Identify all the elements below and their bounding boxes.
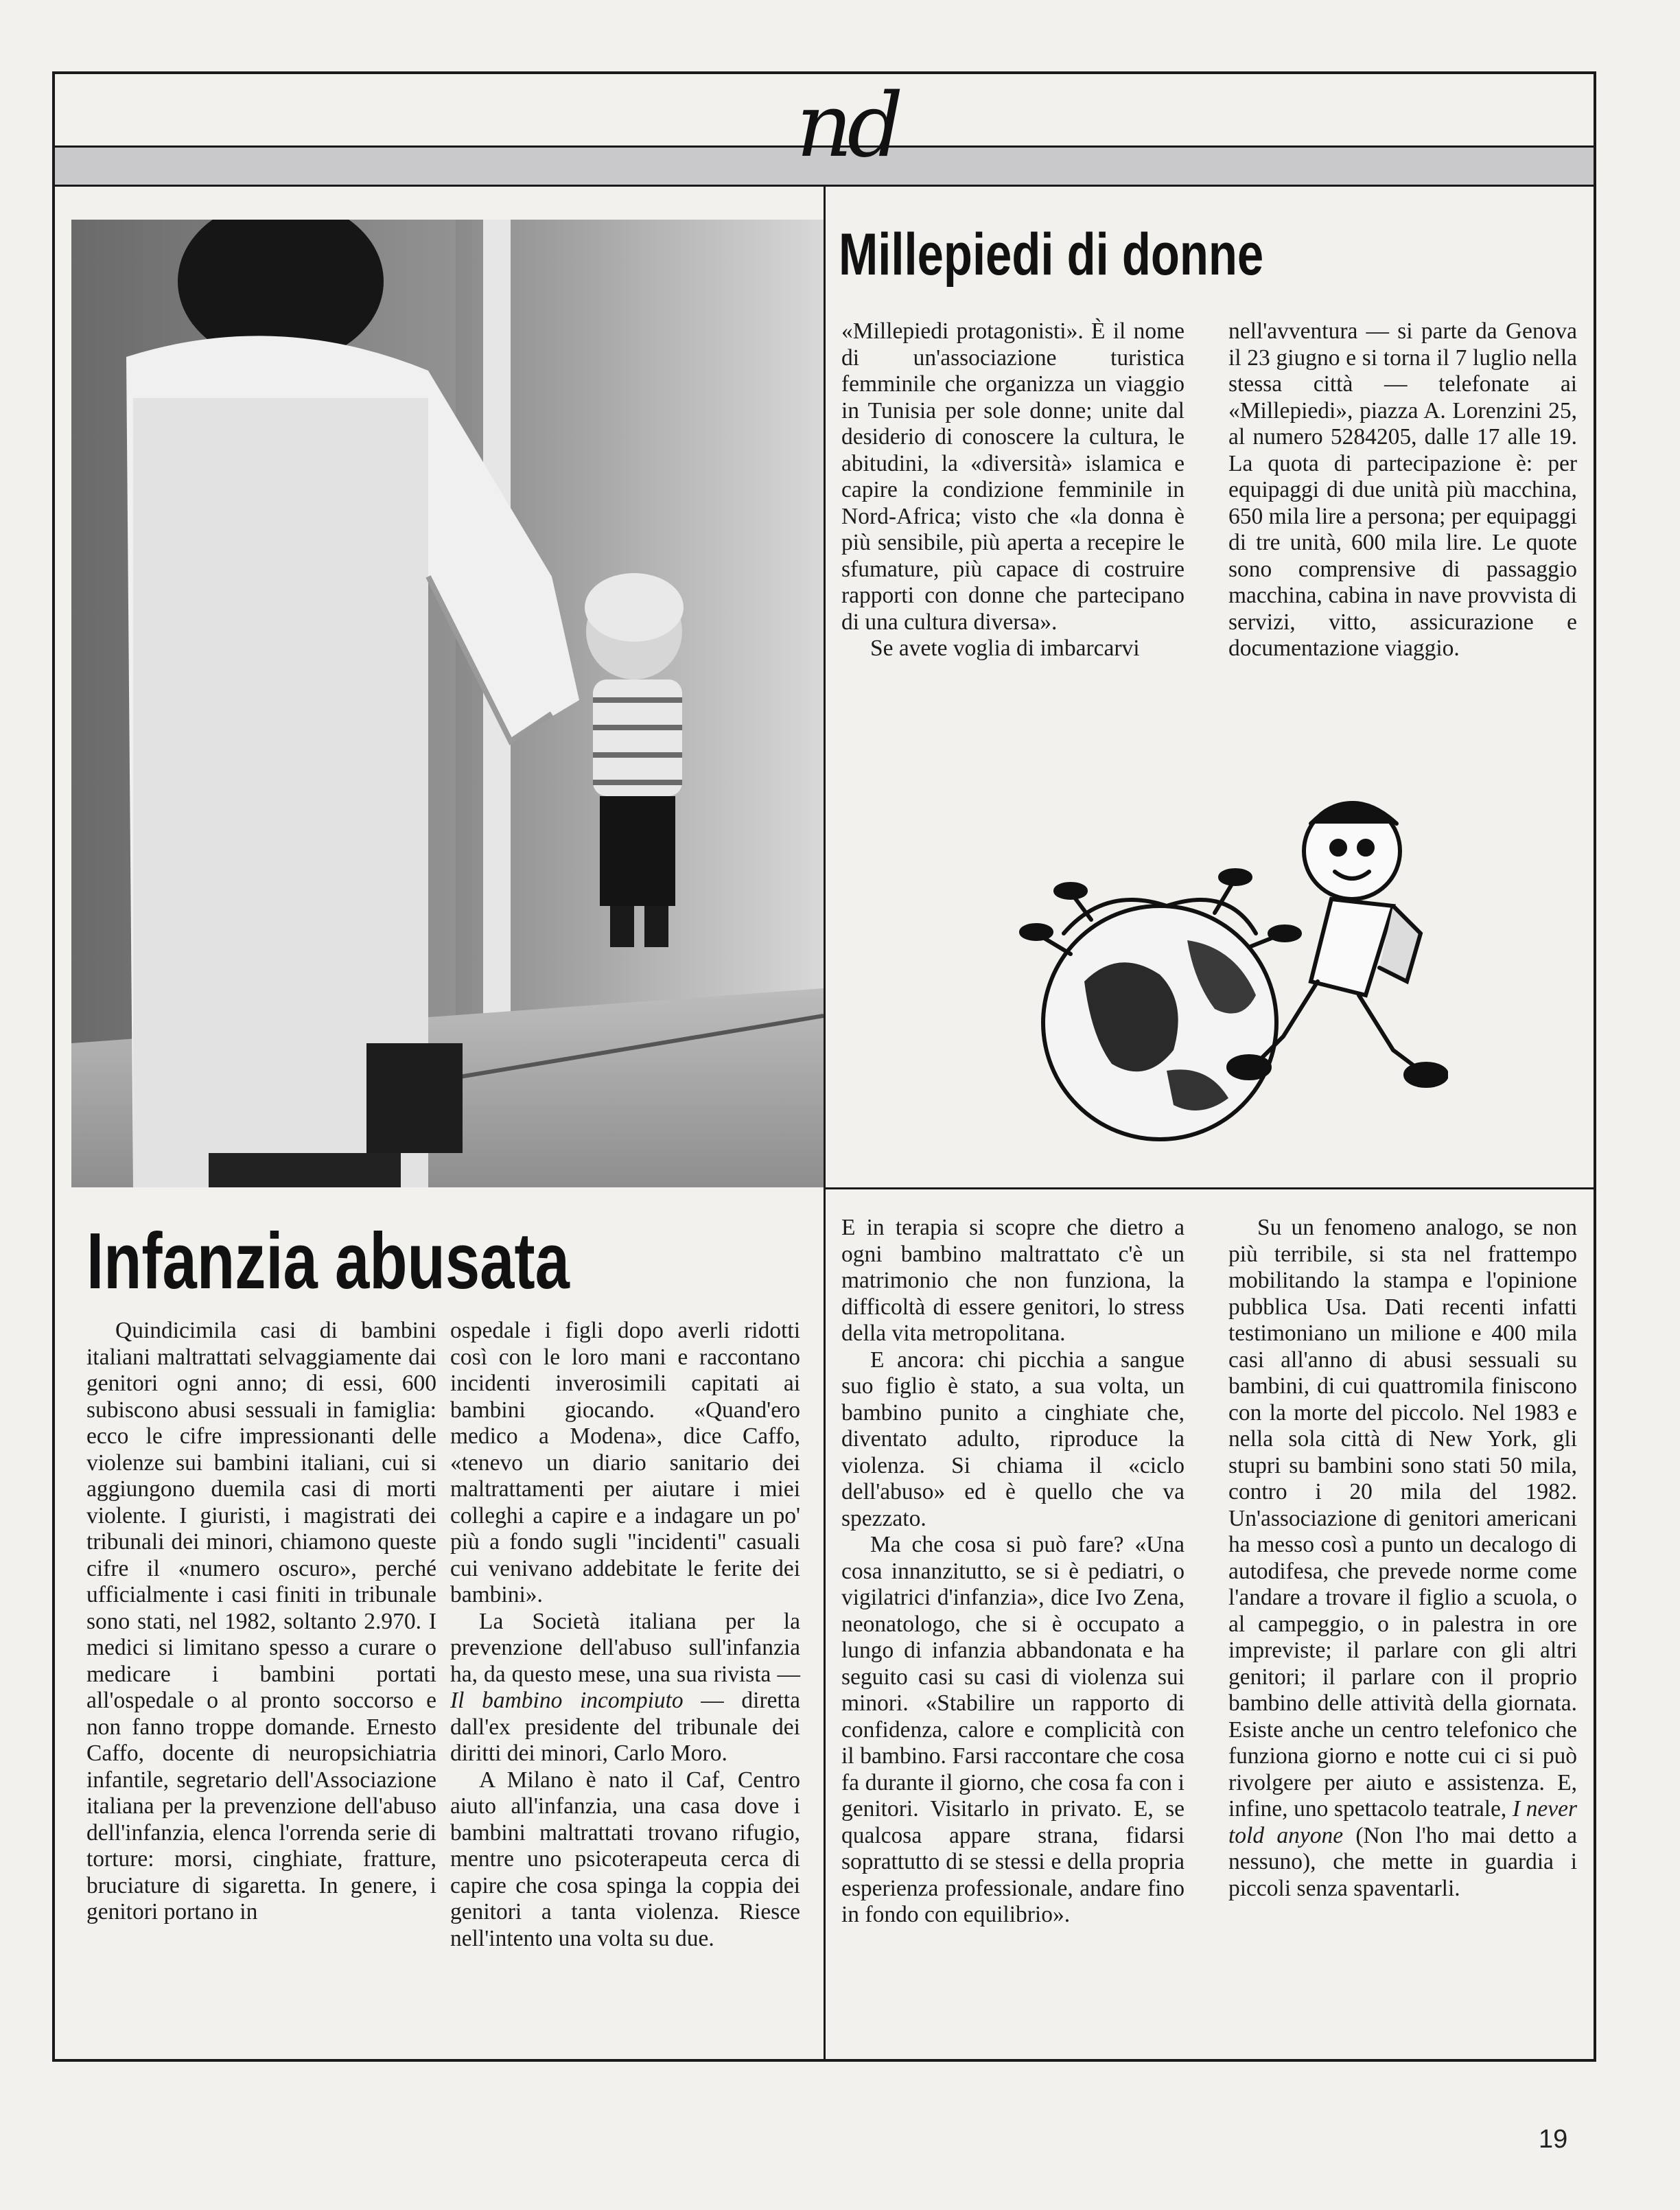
paragraph: A Milano è nato il Caf, Centro aiuto all'infanzia, una casa dove i bambini maltrattati trovano rifugio, mentre uno psicoterapeuta cerca di capire che cosa spinga la coppia dei genitori a tanta violenza. Riesce nell'intento una volta su due. (450, 1767, 800, 1951)
paragraph: Se avete voglia di imbarcarvi (870, 636, 1140, 661)
text-run: (Non l'ho mai detto a nessuno), che mette in guardia i piccoli senza spaventarli. (1228, 1822, 1578, 1901)
play-title-italic: I never told anyone (1228, 1796, 1577, 1848)
millepiedi-column-1 (841, 318, 1185, 662)
paragraph: «Millepiedi protagonisti». È il nome di un'associazione turistica femminile che organizza un viaggio in Tunisia per sole donne; unite dal desiderio di conoscere la cultura, le abitudini, la «diversità» islamica e capire la condizione femminile in Nord-Africa; visto che «la donna è più sensibile, più aperta a recepire le sfumature, più capace di costruire rapporti con donne che partecipano di una cultura diversa». (841, 318, 1185, 635)
infanzia-column-1 (86, 1318, 436, 1926)
millepiedi-column-2 (1228, 318, 1577, 662)
divider-horizontal-middle (824, 1187, 1594, 1189)
magazine-logo: nd (796, 75, 898, 177)
paragraph (450, 1609, 800, 1767)
text-run: Su un fenomeno analogo, se non più terribile, si sta nel frattempo mobilitando la stampa e l'opinione pubblica Usa. Dati recenti infatti testimoniano un milione e 400 mila casi all'anno di abusi sessuali su bambini, di cui quattromila finiscono con la morte del piccolo. Nel 1983 e nella sola città di New York, gli stupri su bambini sono stati 50 mila, contro i 20 mila del 1982. Un'associazione di genitori americani ha messo così a punto un decalogo di autodifesa, che prevede norme come l'andare a trovare il figlio a scuola, o al campeggio, o in palestra in ore impreviste; il parlare con gli altri genitori; il parlare con il proprio bambino delle attività della giornata. Esiste anche un centro telefonico che funziona giorno e notte cui ci si può rivolgere per aiuto e assistenza. E, infine, uno spettacolo teatrale, (1228, 1215, 1577, 1822)
text-run: La Società italiana per la prevenzione dell'abuso sull'infanzia ha, da questo mese, una sua rivista — (450, 1608, 800, 1687)
infanzia-column-2 (450, 1318, 800, 1952)
paragraph (1228, 1215, 1577, 1902)
paragraph: E in terapia si scopre che dietro a ogni bambino maltrattato c'è un matrimonio che non funziona, la difficoltà di essere genitori, lo stress della vita metropolitana. (841, 1215, 1185, 1346)
paragraph: Ma che cosa si può fare? «Una cosa innanzitutto, se si è pediatri, o vigilatrici d'infanzia», dice Ivo Zena, neonatologo, che si è occupato a lungo di infanzia abbandonata e ha seguito casi su casi di violenza sui minori. «Stabilire un rapporto di confidenza, calore e complicità con il bambino. Farsi raccontare che cosa fa durante il giorno, che cosa fa con i genitori. Visitarlo in privato. E, se qualcosa appare strana, fidarsi soprattutto di se stessi e della propria esperienza professionale, andare fino in fondo con equilibrio». (841, 1532, 1185, 1927)
text-run: — diretta dall'ex presidente del tribunale dei diritti dei minori, Carlo Moro. (450, 1688, 800, 1766)
page-number: 19 (1539, 2125, 1568, 2154)
infanzia-column-4 (1228, 1215, 1577, 1902)
divider-vertical-bottom (824, 1187, 826, 2059)
infanzia-column-3 (841, 1215, 1185, 1929)
illustration-hikers-over-globe (1009, 776, 1448, 1160)
millepiedi-headline: Millepiedi di donne (839, 222, 1264, 288)
paragraph: ospedale i figli dopo averli ridotti così con le loro mani e raccontano incidenti inverosimili capitati ai bambini giocando. «Quand'ero medico a Modena», dice Caffo, «tenevo un diario sanitario dei maltrattamenti per aiutare i miei colleghi a capire e a indagare un po' più a fondo sugli "incidenti" casuali cui venivano addebitate le ferite dei bambini». (450, 1318, 800, 1607)
photo-adult-and-child (71, 220, 824, 1187)
paragraph: Quindicimila casi di bambini italiani maltrattati selvaggiamente dai genitori ogni anno; di essi, 600 subiscono abusi sessuali in famiglia: ecco le cifre impressionanti delle violenze sui bambini italiani, cui si aggiungono duemila casi di morti violente. I giuristi, i magistrati dei tribunali dei minori, chiamono queste cifre il «numero oscuro», perché ufficialmente i casi finiti in tribunale sono stati, nel 1982, soltanto 2.970. I medici si limitano spesso a curare o medicare i bambini portati all'ospedale o al pronto soccorso e non fanno troppe domande. Ernesto Caffo, docente di neuropsichiatria infantile, segretario dell'Associazione italiana per la prevenzione dell'abuso dell'infanzia, elenca l'orrenda serie di torture: morsi, cinghiate, fratture, bruciature di sigaretta. In genere, i genitori portano in (86, 1318, 436, 1924)
paragraph: E ancora: chi picchia a sangue suo figlio è stato, a sua volta, un bambino punito a cinghiate che, diventato adulto, riproduce la violenza. Si chiama il «ciclo dell'abuso» ed è quello che va spezzato. (841, 1347, 1185, 1531)
magazine-title-italic: Il bambino incompiuto (450, 1688, 684, 1713)
paragraph: nell'avventura — si parte da Genova il 23 giugno e si torna il 7 luglio nella stessa città — telefonate ai «Millepiedi», piazza A. Lorenzini 25, al numero 5284205, dalle 17 alle 19. La quota di partecipazione è: per equipaggi di due unità più macchina, 650 mila lire a persona; per equipaggi di tre unità, 600 mila lire. Le quote sono comprensive di passaggio macchina, cabina in nave provvista di servizi, vitto, assicurazione e documentazione viaggio. (1228, 318, 1577, 661)
infanzia-headline: Infanzia abusata (86, 1216, 570, 1305)
divider-vertical-top (824, 187, 826, 1187)
